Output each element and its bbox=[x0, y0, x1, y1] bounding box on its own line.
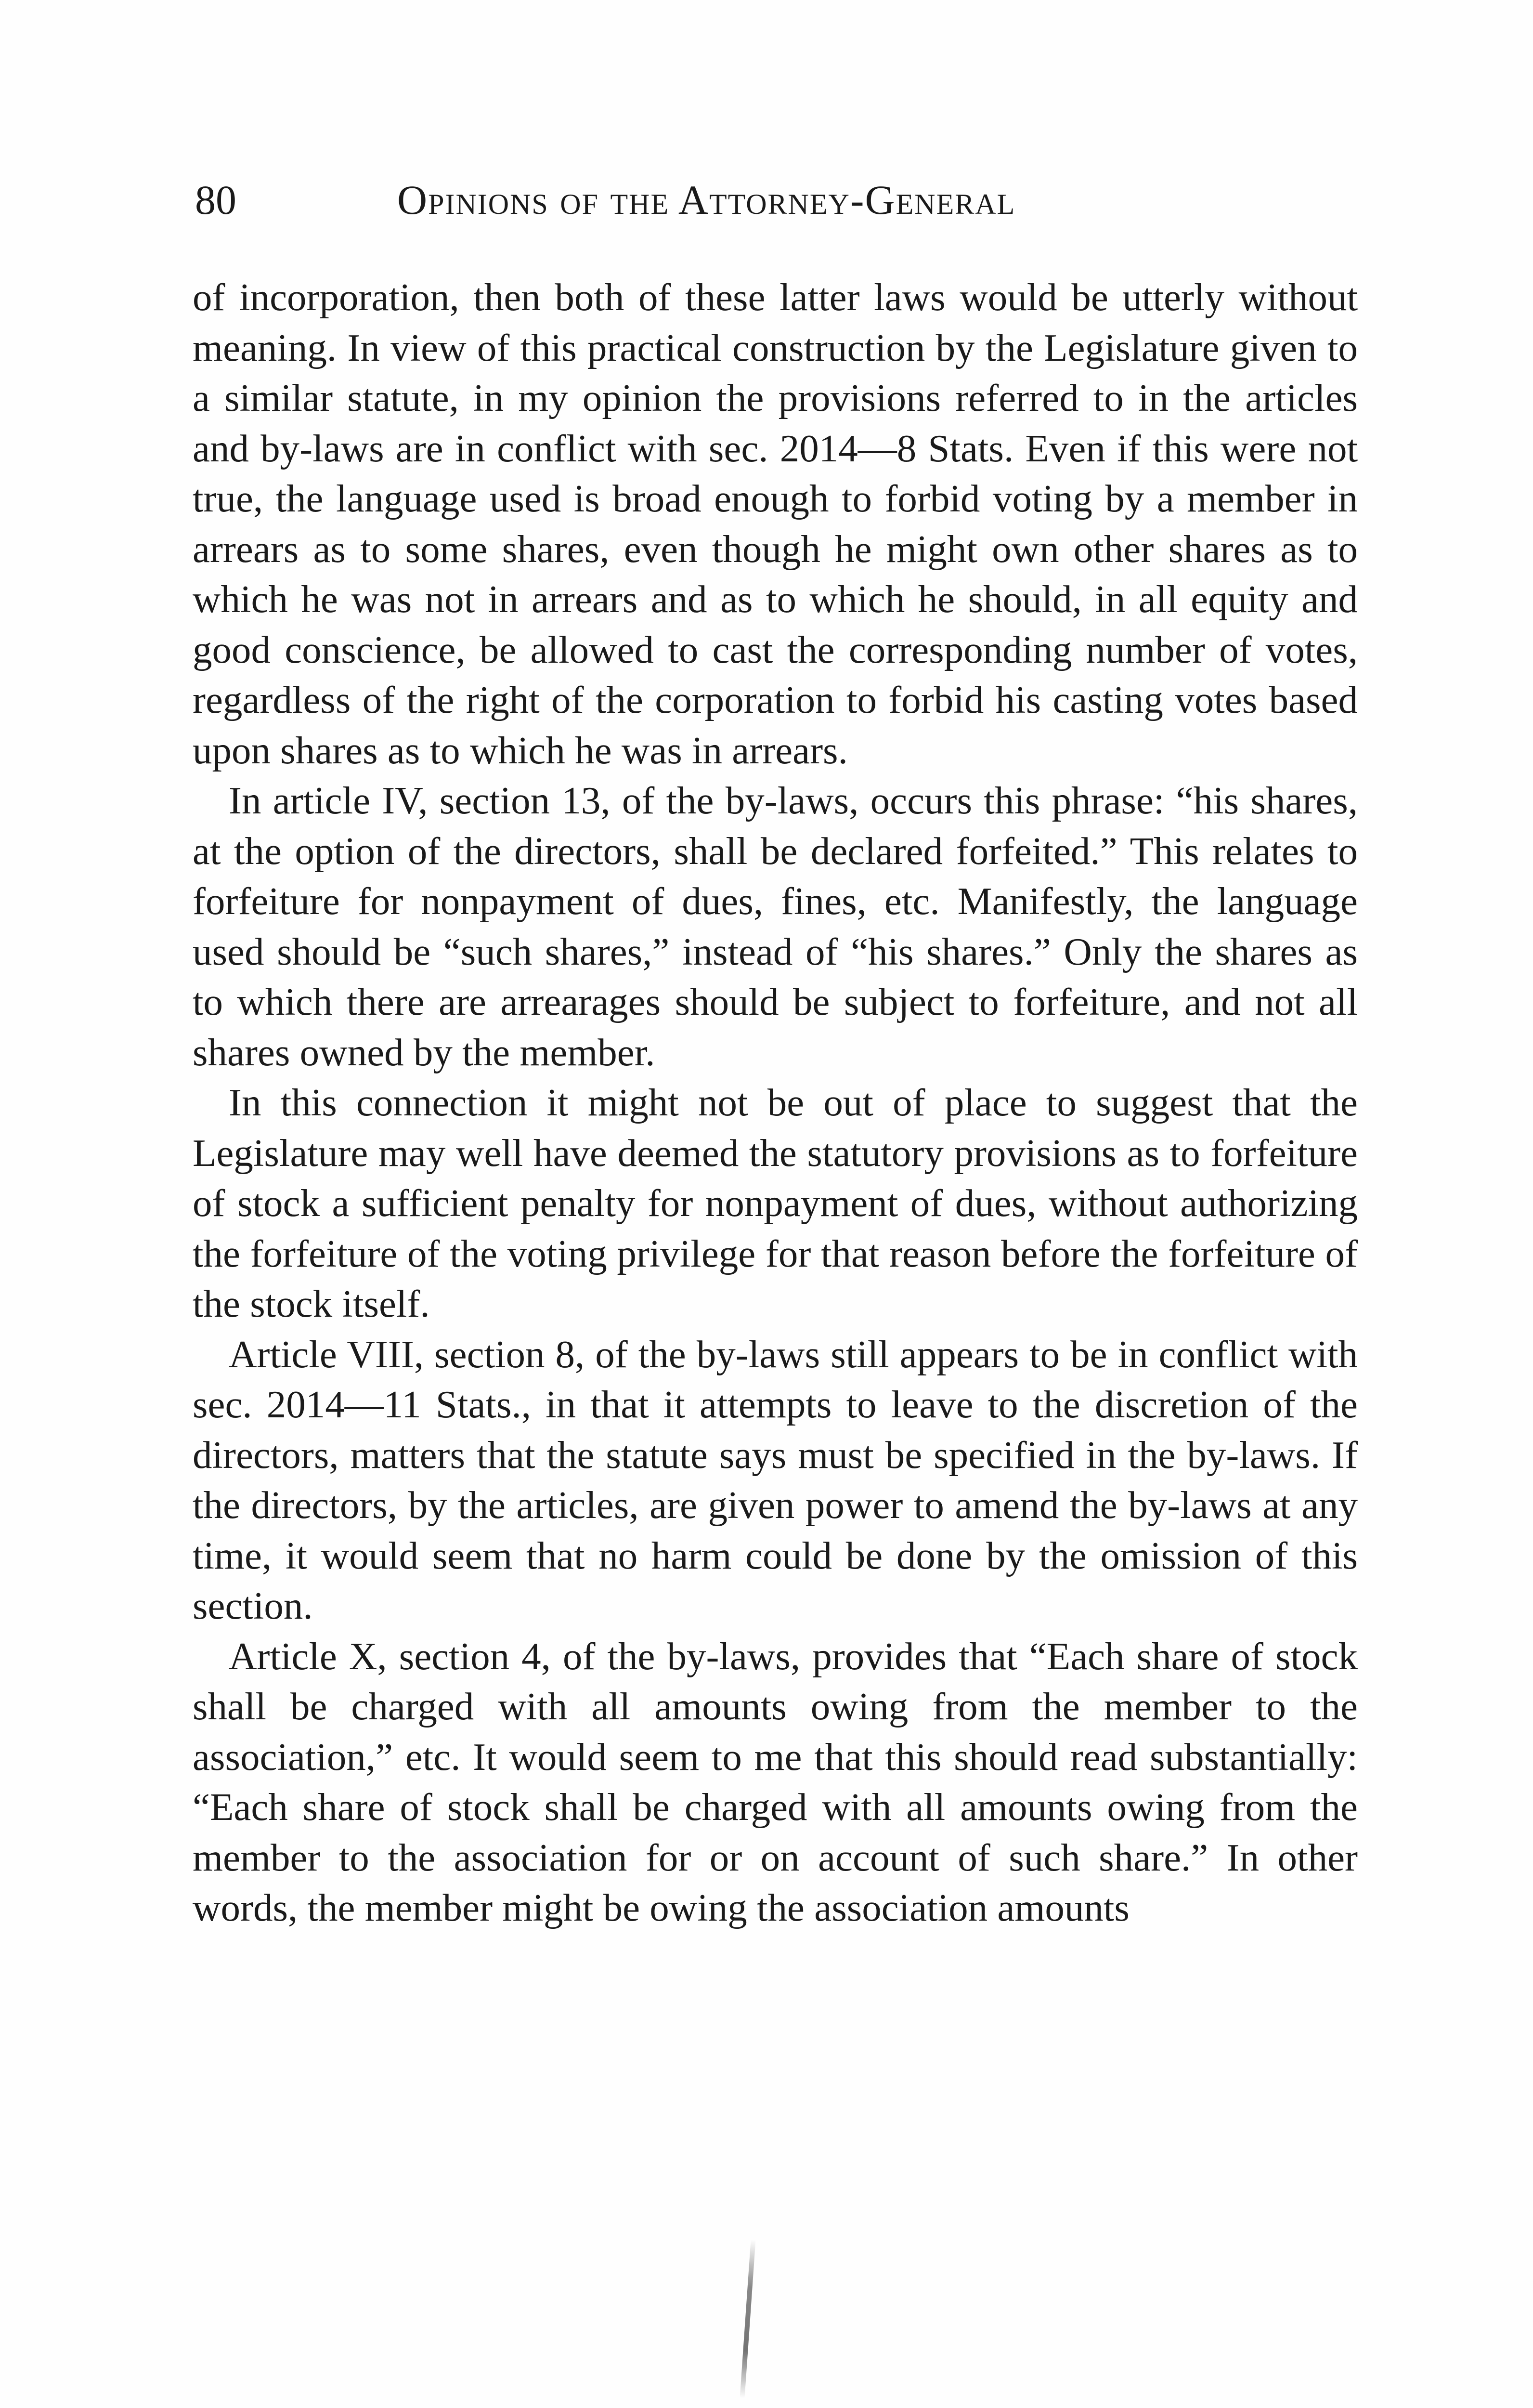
ink-smudge-mark bbox=[740, 2239, 756, 2398]
body-text bbox=[193, 272, 1358, 1933]
running-title: Opinions of the Attorney-General bbox=[397, 177, 1016, 223]
running-head bbox=[195, 171, 1358, 229]
paragraph-forfeiture-suggestion: In this connection it might not be out of place to suggest that the Legislature may well have deemed the statutory provisions as to forfeiture of stock a sufficient penalty for nonpayment of dues, without authorizing the forfeiture of the voting privilege for that reason before the forfeiture of the stock itself. bbox=[193, 1081, 1358, 1325]
paragraph-article-viii: Article VIII, section 8, of the by-laws still appears to be in conflict with sec. 2014—11 Stats., in that it attempts to leave to the discretion of the directors, matters that the statute says must be specified in the by-laws. If the directors, by the articles, are given power to amend the by-laws at any time, it would seem that no harm could be done by the omission of this section. bbox=[193, 1332, 1358, 1627]
paragraph-article-iv: In article IV, section 13, of the by-laws, occurs this phrase: “his shares, at the option of the directors, shall be declared forfeited.” This relates to forfeiture for nonpayment of dues, fines, etc. Manifestly, the language used should be “such shares,” instead of “his shares.” Only the shares as to which there are arrearages should be subject to forfeiture, and not all shares owned by the member. bbox=[193, 779, 1358, 1074]
page-number: 80 bbox=[195, 177, 236, 223]
paragraph-continuation: of incorporation, then both of these latter laws would be utterly without meaning. In view of this practical construction by the Legislature given to a similar statute, in my opinion the provisions referred to in the articles and by-laws are in conflict with sec. 2014—8 Stats. Even if this were not true, the language used is broad enough to forbid voting by a member in arrears as to some shares, even though he might own other shares as to which he was not in arrears and as to which he should, in all equity and good conscience, be allowed to cast the corresponding number of votes, regardless of the right of the corporation to forbid his casting votes based upon shares as to which he was in arrears. bbox=[193, 275, 1358, 772]
paragraph-article-x: Article X, section 4, of the by-laws, provides that “Each share of stock shall be charged with all amounts owing from the member to the association,” etc. It would seem to me that this should read substantially: “Each share of stock shall be charged with all amounts owing from the member to the association for or on account of such share.” In other words, the member might be owing the association amounts bbox=[193, 1634, 1358, 1929]
